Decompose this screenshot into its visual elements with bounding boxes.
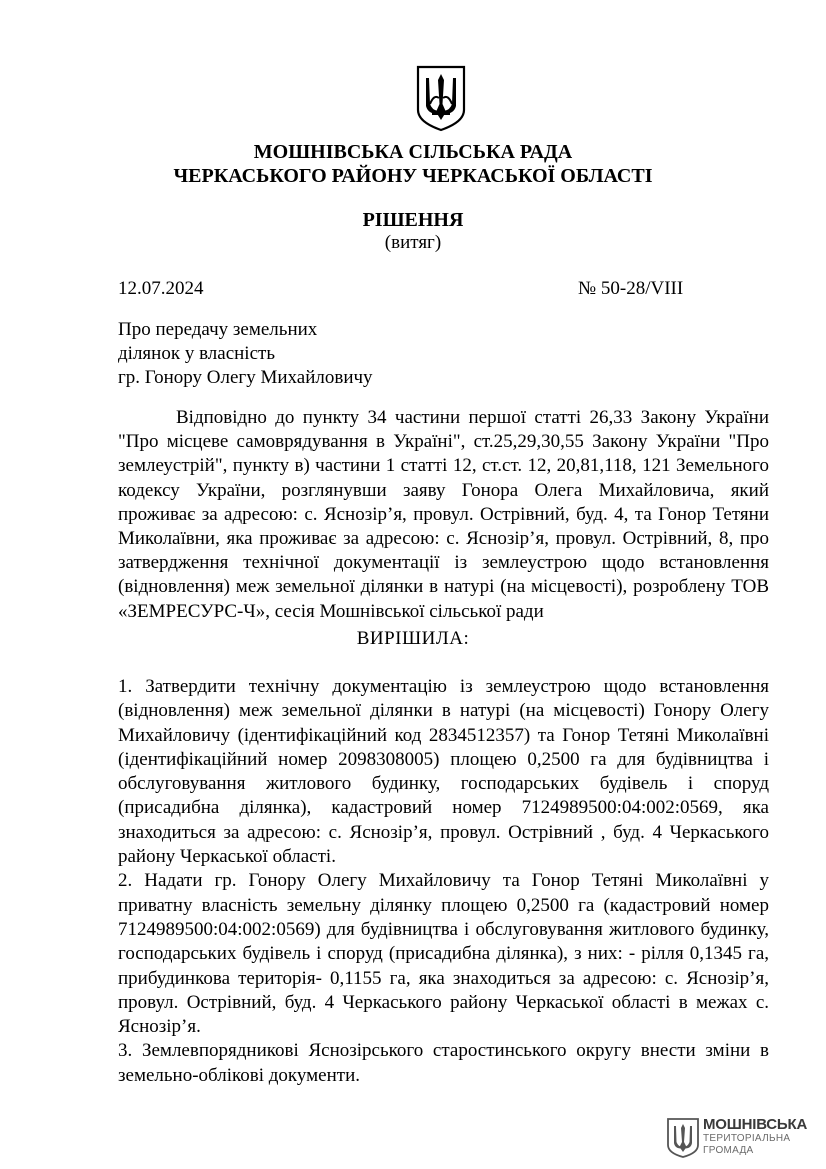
document-title: РІШЕННЯ xyxy=(362,209,464,231)
decision-date: 12.07.2024 xyxy=(118,278,204,299)
subject-line3: гр. Гонору Олегу Михайловичу xyxy=(118,367,373,388)
decided-heading: ВИРІШИЛА: xyxy=(356,628,470,649)
subject-line1: Про передачу земельних xyxy=(118,319,318,340)
logo-subtitle-1: ТЕРИТОРІАЛЬНА xyxy=(703,1133,791,1144)
decision-items xyxy=(118,675,769,1088)
decision-item-3: 3. Землевпорядникові Яснозірського старостинського округу внести зміни в земельно-облікові документи. xyxy=(118,1040,769,1086)
coat-of-arms-icon xyxy=(414,64,468,132)
logo-title: МОШНІВСЬКА xyxy=(703,1116,808,1133)
preamble-paragraph: Відповідно до пункту 34 частини першої статті 26,33 Закону України "Про місцеве самоврядування в Україні", ст.25,29,30,55 Закону України "Про землеустрій", пункту в) частини 1 статті 12, ст.ст. 12, 20,81,118, 121 Земельного кодексу України, розглянувши заяву Гонора Олега Михайловича, який проживає за адресою: с. Яснозір’я, провул. Острівний, буд. 4, та Гонор Тетяни Миколаївни, яка проживає за адресою: с. Яснозір’я, провул. Острівний, 8, про затвердження технічної документації із землеустрою щодо встановлення (відновлення) меж земельної ділянки в натурі (на місцевості), розроблену ТОВ «ЗЕМРЕСУРС-Ч», сесія Мошнівської сільської ради xyxy=(118,407,769,622)
logo-subtitle-2: ГРОМАДА xyxy=(703,1145,754,1156)
council-name-line1: МОШНІВСЬКА СІЛЬСЬКА РАДА xyxy=(253,141,573,163)
decision-item-1: 1. Затвердити технічну документацію із землеустрою щодо встановлення (відновлення) меж земельної ділянки в натурі (на місцевості) Гонору Олегу Михайловичу (ідентифікаційний код 2834512357) та Гонор Тетяні Миколаївні (ідентифікаційний номер 2098308005) площею 0,2500 га для будівництва і обслуговування житлового будинку, господарських будівель і споруд (присадибна ділянка), кадастровий номер 7124989500:04:002:0569, яка знаходиться за адресою: с. Яснозір’я, провул. Острівний , буд. 4 Черкаського району Черкаської області. xyxy=(118,676,769,868)
council-name xyxy=(0,140,826,188)
community-logo xyxy=(666,1114,806,1160)
document-subtitle: (витяг) xyxy=(384,232,442,253)
decision-subject xyxy=(118,318,373,390)
subject-line2: ділянок у власність xyxy=(118,343,275,364)
decision-number: № 50-28/VIII xyxy=(578,278,684,299)
trident-icon xyxy=(666,1118,700,1158)
decision-item-2: 2. Надати гр. Гонору Олегу Михайловичу та Гонор Тетяні Миколаївні у приватну власність земельну ділянку площею 0,2500 га (кадастровий номер 7124989500:04:002:0569) для будівництва і обслуговування житлового будинку, господарських будівель і споруд (присадибна ділянка), з них: - рілля 0,1345 га, прибудинкова територія- 0,1155 га, яка знаходиться за адресою: с. Яснозір’я, провул. Острівний, буд. 4 Черкаського району Черкаської області в межах с. Яснозір’я. xyxy=(118,870,769,1038)
council-name-line2: ЧЕРКАСЬКОГО РАЙОНУ ЧЕРКАСЬКОЇ ОБЛАСТІ xyxy=(173,165,653,187)
